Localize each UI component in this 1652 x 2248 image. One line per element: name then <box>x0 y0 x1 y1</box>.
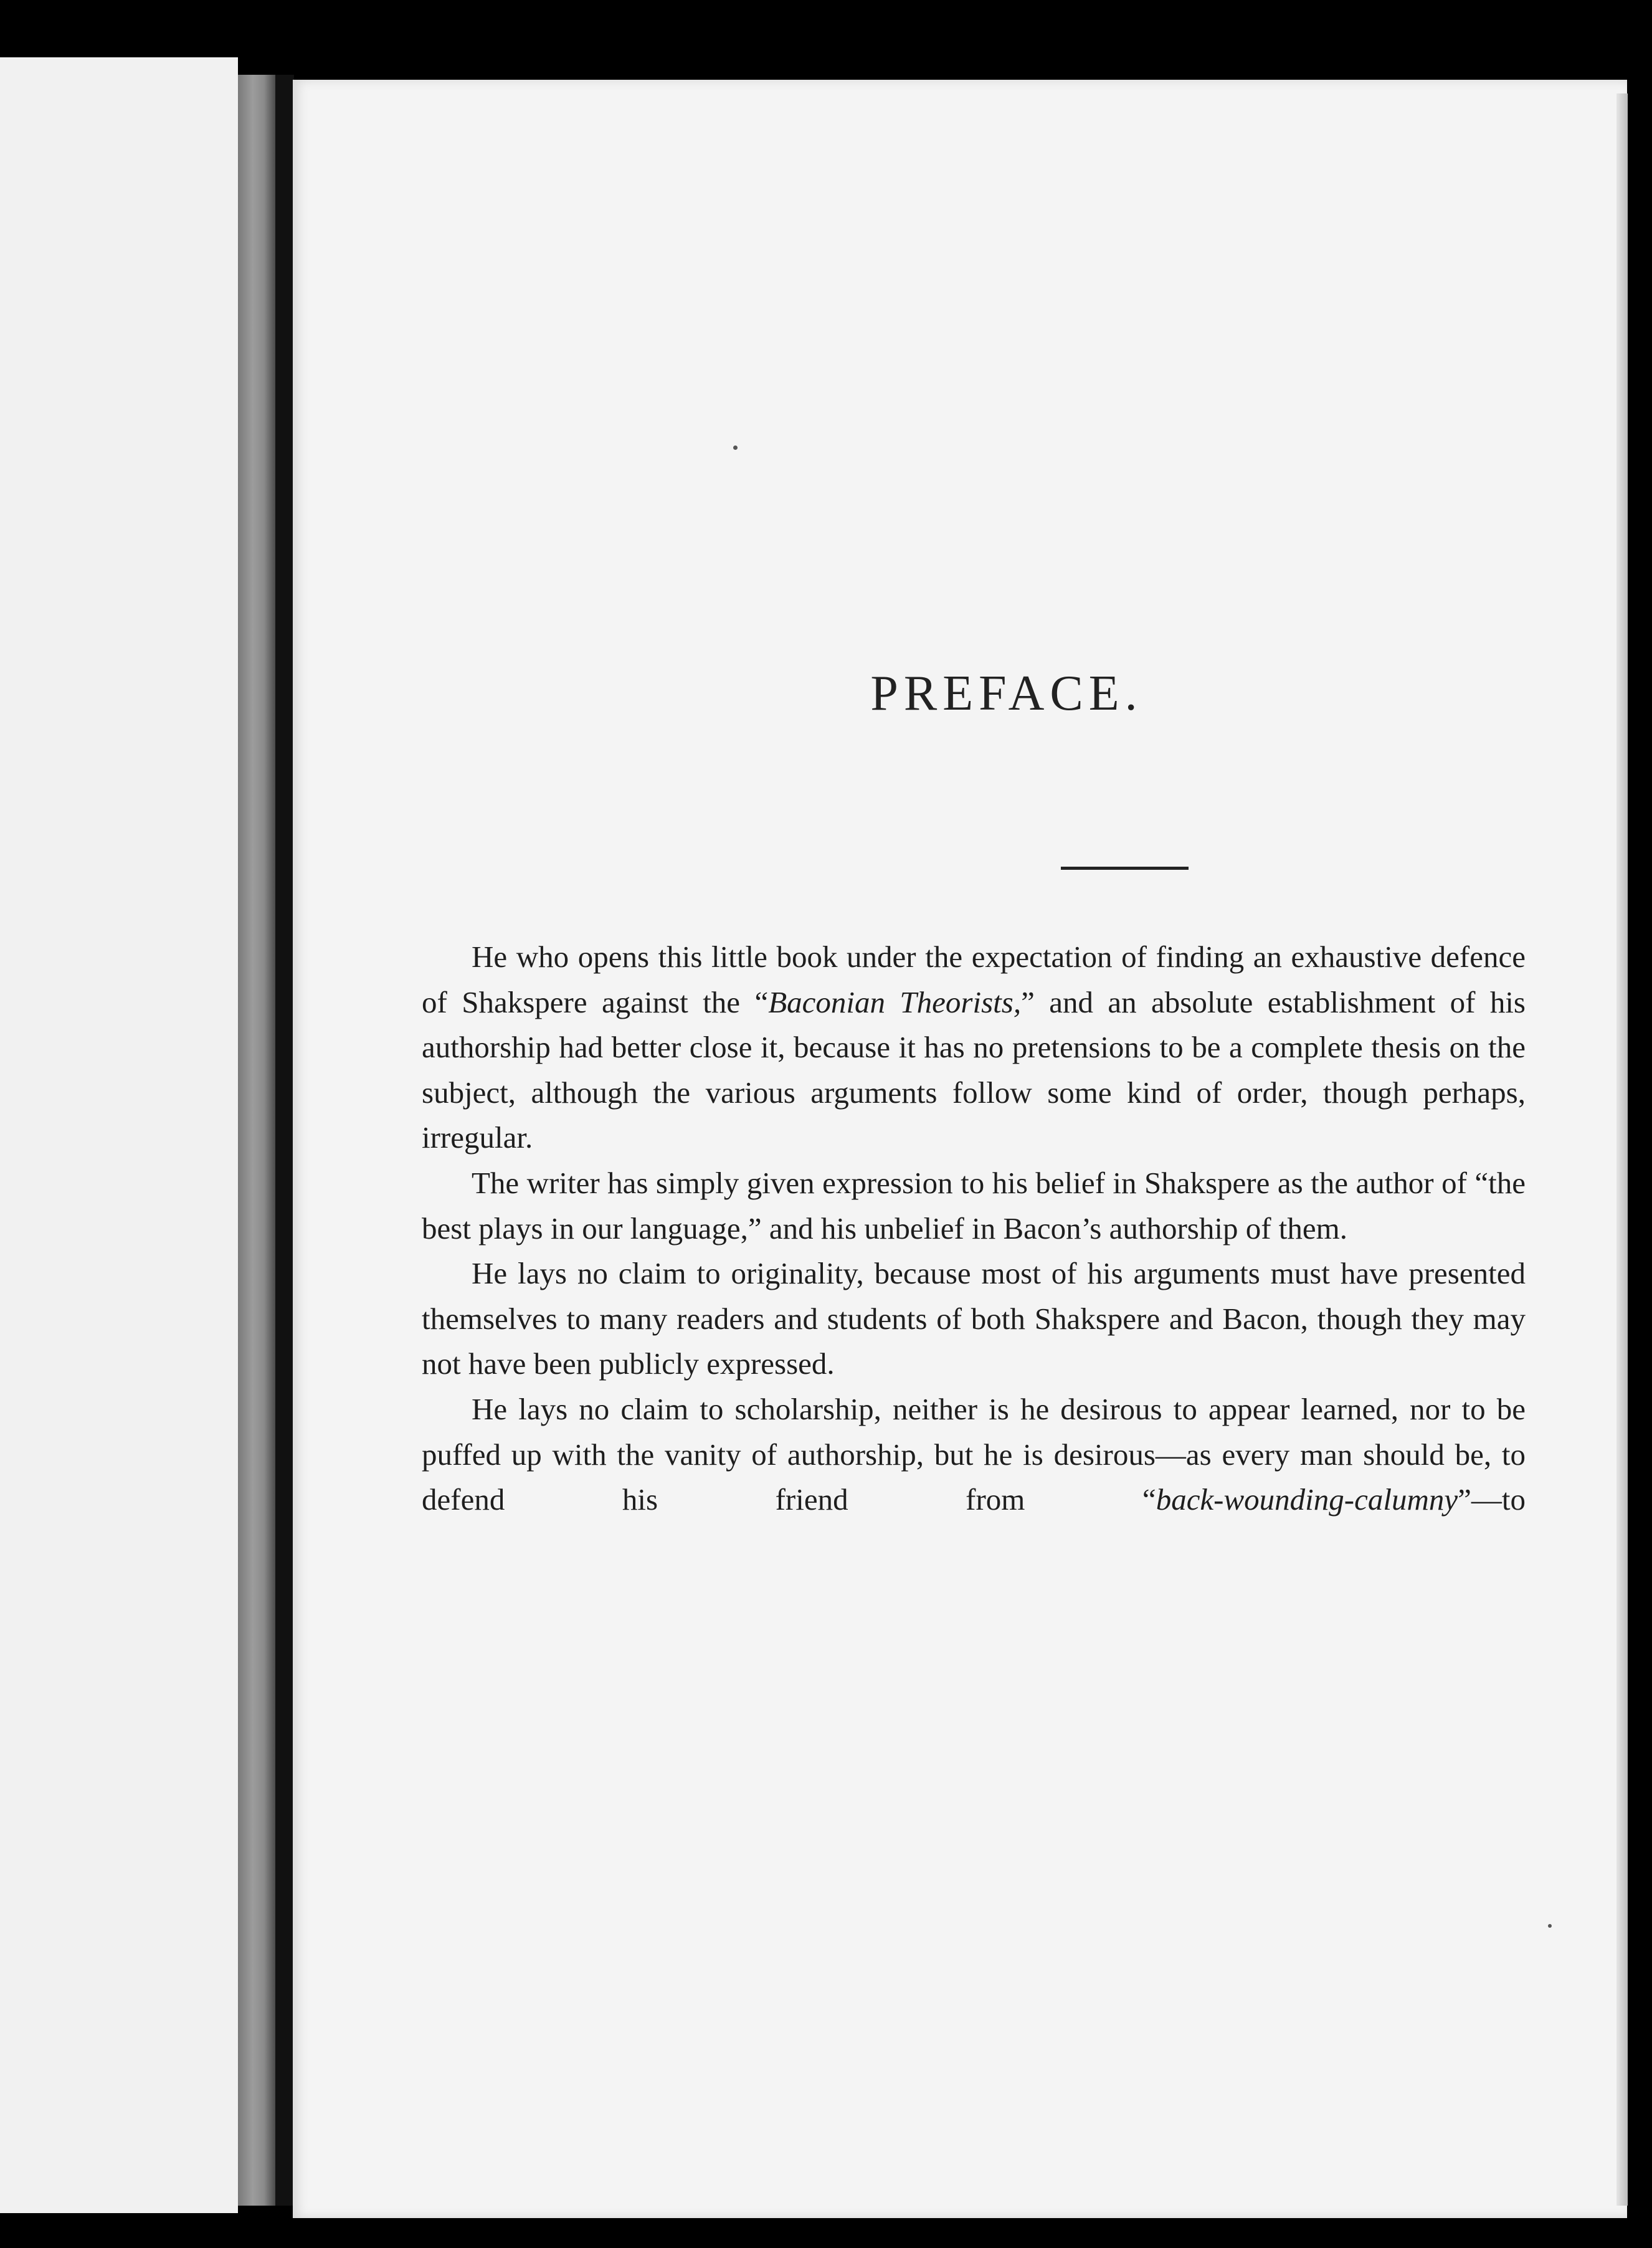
paragraph-1-text-a: He who opens this little book under the expectation of finding an exhaustive defence of Shakspere against the “ <box>422 940 1526 1019</box>
gutter-shadow <box>275 75 294 2206</box>
book-gutter <box>238 75 275 2206</box>
paragraph-1-text-b: ” and an absolute establishment of his authorship had better close it, because it has no pretensions to be a complete thesis on the subject, although the various arguments follow some kind of order, though perhaps, irregular. <box>422 984 1526 1155</box>
scanned-page <box>293 80 1627 2218</box>
paragraph-3-text: He lays no claim to originality, because most of his arguments must have presented themselves to many readers and students of both Shakspere and Bacon, though they may not have been publicly expressed. <box>422 1256 1526 1381</box>
paper-speck <box>733 445 738 450</box>
page-fore-edge <box>1616 93 1628 2206</box>
paper-speck <box>1548 1924 1552 1928</box>
paragraph-1 <box>422 935 1526 1161</box>
paragraph-2 <box>422 1161 1526 1251</box>
paragraph-1-italic: Baconian Theorists, <box>768 984 1022 1019</box>
paragraph-4-italic: back-wounding-calumny <box>1156 1482 1458 1517</box>
previous-page-edge <box>0 57 238 2213</box>
page-heading: PREFACE. <box>870 666 1143 721</box>
paragraph-3 <box>422 1251 1526 1387</box>
preface-body <box>422 935 1526 1523</box>
paragraph-4-text-b: ”—to <box>1458 1482 1526 1517</box>
heading-rule <box>1061 867 1189 870</box>
paragraph-2-text: The writer has simply given expression to his belief in Shakspere as the author of “the best plays in our language,” and his unbelief in Bacon’s authorship of them. <box>422 1165 1526 1245</box>
paragraph-4 <box>422 1387 1526 1523</box>
paragraph-4-text-a: He lays no claim to scholarship, neither is he desirous to appear learned, nor to be puffed up with the vanity of authorship, but he is desirous—as every man should be, to defend his friend from “ <box>422 1391 1526 1517</box>
